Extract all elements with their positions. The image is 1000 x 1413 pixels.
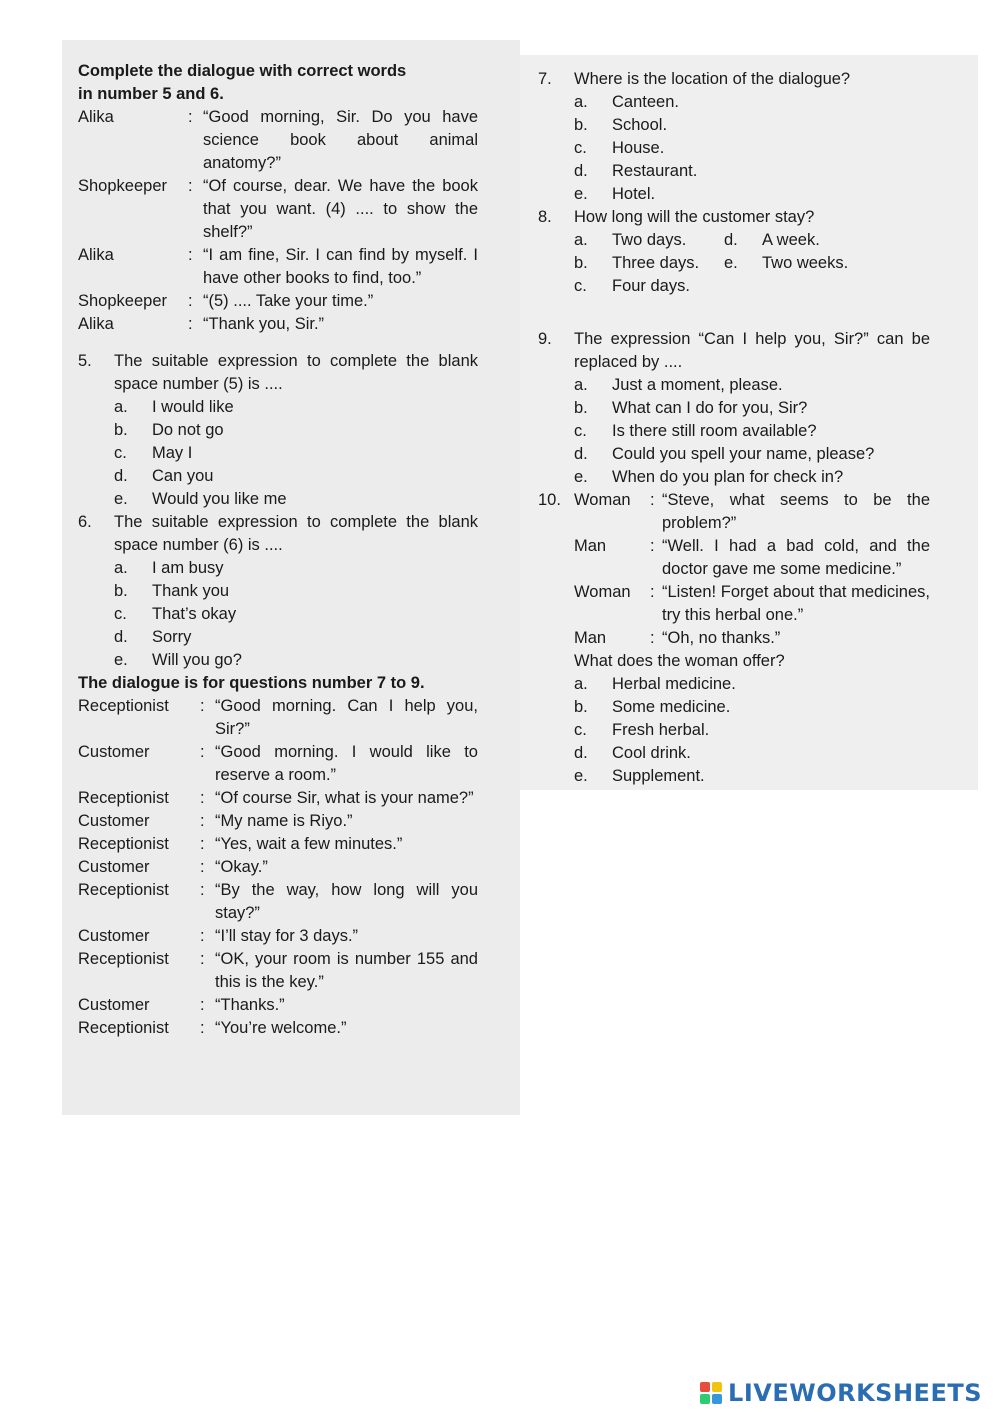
speaker: Customer (78, 927, 150, 945)
answer-option[interactable] (538, 374, 930, 397)
option-text: Fresh herbal. (612, 721, 710, 739)
logo-square (712, 1394, 722, 1404)
answer-option[interactable] (538, 275, 930, 298)
speaker: Woman (574, 583, 631, 601)
option-letter: e. (724, 254, 738, 272)
dialogue-line (78, 741, 478, 787)
dialogue-line (78, 948, 478, 994)
option-letter: b. (574, 116, 588, 134)
colon: : (188, 292, 193, 310)
option-text: Two weeks. (762, 254, 849, 272)
colon: : (200, 743, 205, 761)
option-letter: c. (574, 139, 587, 157)
answer-option[interactable] (574, 229, 724, 252)
question-text: The expression “Can I help you, Sir?” can be replaced by .... (574, 330, 930, 371)
answer-option-row (538, 252, 930, 275)
option-letter: d. (574, 744, 588, 762)
option-text: Three days. (612, 254, 700, 272)
dialogue-line (574, 489, 930, 535)
dialogue-line (78, 856, 478, 879)
utterance: “Of course Sir, what is your name?” (215, 789, 474, 807)
option-letter: e. (114, 490, 128, 508)
speaker: Alika (78, 246, 114, 264)
utterance: “You’re welcome.” (215, 1019, 347, 1037)
speaker: Receptionist (78, 1019, 169, 1037)
speaker: Receptionist (78, 950, 169, 968)
answer-option[interactable] (538, 91, 930, 114)
dialogue-shop (78, 106, 478, 336)
option-text: When do you plan for check in? (612, 468, 844, 486)
answer-option[interactable] (78, 465, 478, 488)
option-letter: a. (574, 231, 588, 249)
option-text: Two days. (612, 231, 687, 249)
option-letter: e. (114, 651, 128, 669)
logo-square (700, 1394, 710, 1404)
dialogue-line (78, 244, 478, 290)
option-letter: b. (114, 421, 128, 439)
option-text: That’s okay (152, 605, 237, 623)
option-letter: d. (114, 628, 128, 646)
answer-option[interactable] (538, 137, 930, 160)
speaker: Alika (78, 315, 114, 333)
option-letter: e. (574, 185, 588, 203)
answer-option[interactable] (538, 397, 930, 420)
option-text: Cool drink. (612, 744, 691, 762)
speaker: Man (574, 537, 607, 555)
question-number: 5. (78, 352, 92, 370)
section-heading: in number 5 and 6. (78, 85, 224, 103)
question-5 (78, 350, 478, 396)
option-text: I am busy (152, 559, 224, 577)
utterance: “Good morning. Can I help you, Sir?” (215, 697, 478, 738)
option-letter: b. (114, 582, 128, 600)
dialogue-line (78, 175, 478, 244)
utterance: “OK, your room is number 155 and this is the key.” (215, 950, 478, 991)
answer-option[interactable] (538, 673, 930, 696)
dialogue-line (78, 290, 478, 313)
answer-option[interactable] (574, 252, 724, 275)
answer-option[interactable] (538, 719, 930, 742)
option-letter: d. (114, 467, 128, 485)
option-text: What can I do for you, Sir? (612, 399, 808, 417)
answer-option[interactable] (724, 229, 874, 252)
option-text: Would you like me (152, 490, 287, 508)
option-text: Restaurant. (612, 162, 698, 180)
colon: : (200, 1019, 205, 1037)
option-letter: a. (114, 559, 128, 577)
question-text: What does the woman offer? (574, 652, 785, 670)
answer-option[interactable] (78, 396, 478, 419)
question-number: 8. (538, 208, 552, 226)
option-letter: c. (574, 422, 587, 440)
dialogue-line (78, 106, 478, 175)
option-text: Will you go? (152, 651, 242, 669)
utterance: “Of course, dear. We have the book that you want. (4) .... to show the shelf?” (203, 177, 478, 241)
option-letter: a. (574, 376, 588, 394)
speaker: Receptionist (78, 835, 169, 853)
option-letter: a. (574, 675, 588, 693)
option-letter: a. (114, 398, 128, 416)
option-letter: d. (574, 445, 588, 463)
option-text: Thank you (152, 582, 230, 600)
dialogue-line (574, 627, 930, 650)
question-number: 6. (78, 513, 92, 531)
dialogue-line (78, 879, 478, 925)
option-letter: c. (114, 444, 127, 462)
answer-option[interactable] (78, 603, 478, 626)
dialogue-line (78, 787, 478, 810)
dialogue-hotel (78, 695, 478, 1040)
answer-option[interactable] (538, 742, 930, 765)
utterance: “I am fine, Sir. I can find by myself. I have other books to find, too.” (203, 246, 478, 287)
logo-square (700, 1382, 710, 1392)
option-letter: b. (574, 399, 588, 417)
question-number: 7. (538, 70, 552, 88)
option-text: Some medicine. (612, 698, 731, 716)
option-text: Can you (152, 467, 214, 485)
question-text: The suitable expression to complete the blank space number (6) is .... (114, 513, 478, 554)
speaker: Customer (78, 743, 150, 761)
option-text: Is there still room available? (612, 422, 817, 440)
speaker: Man (574, 629, 607, 647)
left-column (78, 60, 478, 1040)
answer-option-row (538, 229, 930, 252)
dialogue-line (78, 833, 478, 856)
option-text: I would like (152, 398, 234, 416)
speaker: Alika (78, 108, 114, 126)
option-text: Do not go (152, 421, 224, 439)
question-10 (538, 489, 930, 673)
question-7 (538, 68, 930, 91)
option-letter: d. (724, 231, 738, 249)
question-text: How long will the customer stay? (574, 208, 815, 226)
option-text: A week. (762, 231, 820, 249)
utterance: “Thank you, Sir.” (203, 315, 325, 333)
answer-option[interactable] (538, 765, 930, 788)
section-heading: The dialogue is for questions number 7 to 9. (78, 674, 425, 692)
speaker: Receptionist (78, 881, 169, 899)
colon: : (650, 583, 655, 601)
speaker: Customer (78, 996, 150, 1014)
utterance: “Thanks.” (215, 996, 285, 1014)
utterance: “Good morning, Sir. Do you have science book about animal anatomy?” (203, 108, 478, 172)
question-8 (538, 206, 930, 229)
dialogue-line (78, 994, 478, 1017)
colon: : (200, 927, 205, 945)
utterance: “(5) .... Take your time.” (203, 292, 374, 310)
colon: : (188, 108, 193, 126)
option-letter: b. (574, 254, 588, 272)
answer-option[interactable] (538, 696, 930, 719)
utterance: “Good morning. I would like to reserve a room.” (215, 743, 478, 784)
option-letter: e. (574, 468, 588, 486)
colon: : (188, 177, 193, 195)
option-text: Supplement. (612, 767, 705, 785)
liveworksheets-logo-icon (700, 1382, 722, 1404)
answer-option[interactable] (724, 252, 874, 275)
speaker: Shopkeeper (78, 177, 167, 195)
colon: : (200, 789, 205, 807)
option-text: Four days. (612, 277, 690, 295)
option-letter: a. (574, 93, 588, 111)
option-text: Canteen. (612, 93, 679, 111)
option-text: Just a moment, please. (612, 376, 783, 394)
answer-option[interactable] (78, 488, 478, 511)
colon: : (200, 812, 205, 830)
option-text: Sorry (152, 628, 192, 646)
answer-option[interactable] (78, 557, 478, 580)
question-9 (538, 328, 930, 374)
utterance: “Okay.” (215, 858, 268, 876)
answer-option[interactable] (538, 160, 930, 183)
answer-option[interactable] (78, 442, 478, 465)
colon: : (188, 315, 193, 333)
colon: : (200, 996, 205, 1014)
colon: : (188, 246, 193, 264)
utterance: “I’ll stay for 3 days.” (215, 927, 359, 945)
utterance: “Listen! Forget about that medicines, try this herbal one.” (662, 583, 930, 624)
question-10-dialogue (574, 489, 930, 673)
question-number: 9. (538, 330, 552, 348)
answer-option[interactable] (78, 580, 478, 603)
answer-option[interactable] (78, 649, 478, 672)
utterance: “By the way, how long will you stay?” (215, 881, 478, 922)
dialogue-line (78, 695, 478, 741)
colon: : (650, 491, 655, 509)
question-number: 10. (538, 491, 561, 509)
answer-option[interactable] (538, 114, 930, 137)
question-text: Where is the location of the dialogue? (574, 70, 851, 88)
speaker: Woman (574, 491, 631, 509)
option-letter: c. (574, 277, 587, 295)
dialogue-line (78, 313, 478, 336)
utterance: “Steve, what seems to be the problem?” (662, 491, 930, 532)
option-text: May I (152, 444, 193, 462)
dialogue-line (574, 535, 930, 581)
answer-option[interactable] (78, 626, 478, 649)
option-text: Hotel. (612, 185, 656, 203)
colon: : (650, 537, 655, 555)
option-text: Could you spell your name, please? (612, 445, 875, 463)
section-heading: Complete the dialogue with correct words (78, 62, 407, 80)
utterance: “My name is Riyo.” (215, 812, 353, 830)
answer-option[interactable] (538, 420, 930, 443)
speaker: Shopkeeper (78, 292, 167, 310)
dialogue-line (574, 581, 930, 627)
answer-option[interactable] (78, 419, 478, 442)
question-text: The suitable expression to complete the blank space number (5) is .... (114, 352, 478, 393)
colon: : (650, 629, 655, 647)
option-text: School. (612, 116, 668, 134)
option-letter: b. (574, 698, 588, 716)
speaker: Receptionist (78, 789, 169, 807)
colon: : (200, 697, 205, 715)
option-letter: c. (574, 721, 587, 739)
question-6 (78, 511, 478, 557)
option-text: Herbal medicine. (612, 675, 736, 693)
utterance: “Yes, wait a few minutes.” (215, 835, 403, 853)
option-letter: c. (114, 605, 127, 623)
speaker: Receptionist (78, 697, 169, 715)
dialogue-line (78, 925, 478, 948)
answer-option[interactable] (538, 443, 930, 466)
liveworksheets-logo[interactable] (700, 1379, 982, 1407)
logo-text: LIVEWORKSHEETS (728, 1379, 982, 1407)
answer-option[interactable] (538, 466, 930, 489)
dialogue-line (78, 810, 478, 833)
right-column (538, 68, 930, 788)
speaker: Customer (78, 812, 150, 830)
option-text: House. (612, 139, 665, 157)
logo-square (712, 1382, 722, 1392)
speaker: Customer (78, 858, 150, 876)
utterance: “Well. I had a bad cold, and the doctor gave me some medicine.” (662, 537, 930, 578)
dialogue-line (78, 1017, 478, 1040)
colon: : (200, 950, 205, 968)
answer-option[interactable] (538, 183, 930, 206)
colon: : (200, 858, 205, 876)
utterance: “Oh, no thanks.” (662, 629, 781, 647)
option-letter: d. (574, 162, 588, 180)
colon: : (200, 881, 205, 899)
option-letter: e. (574, 767, 588, 785)
colon: : (200, 835, 205, 853)
